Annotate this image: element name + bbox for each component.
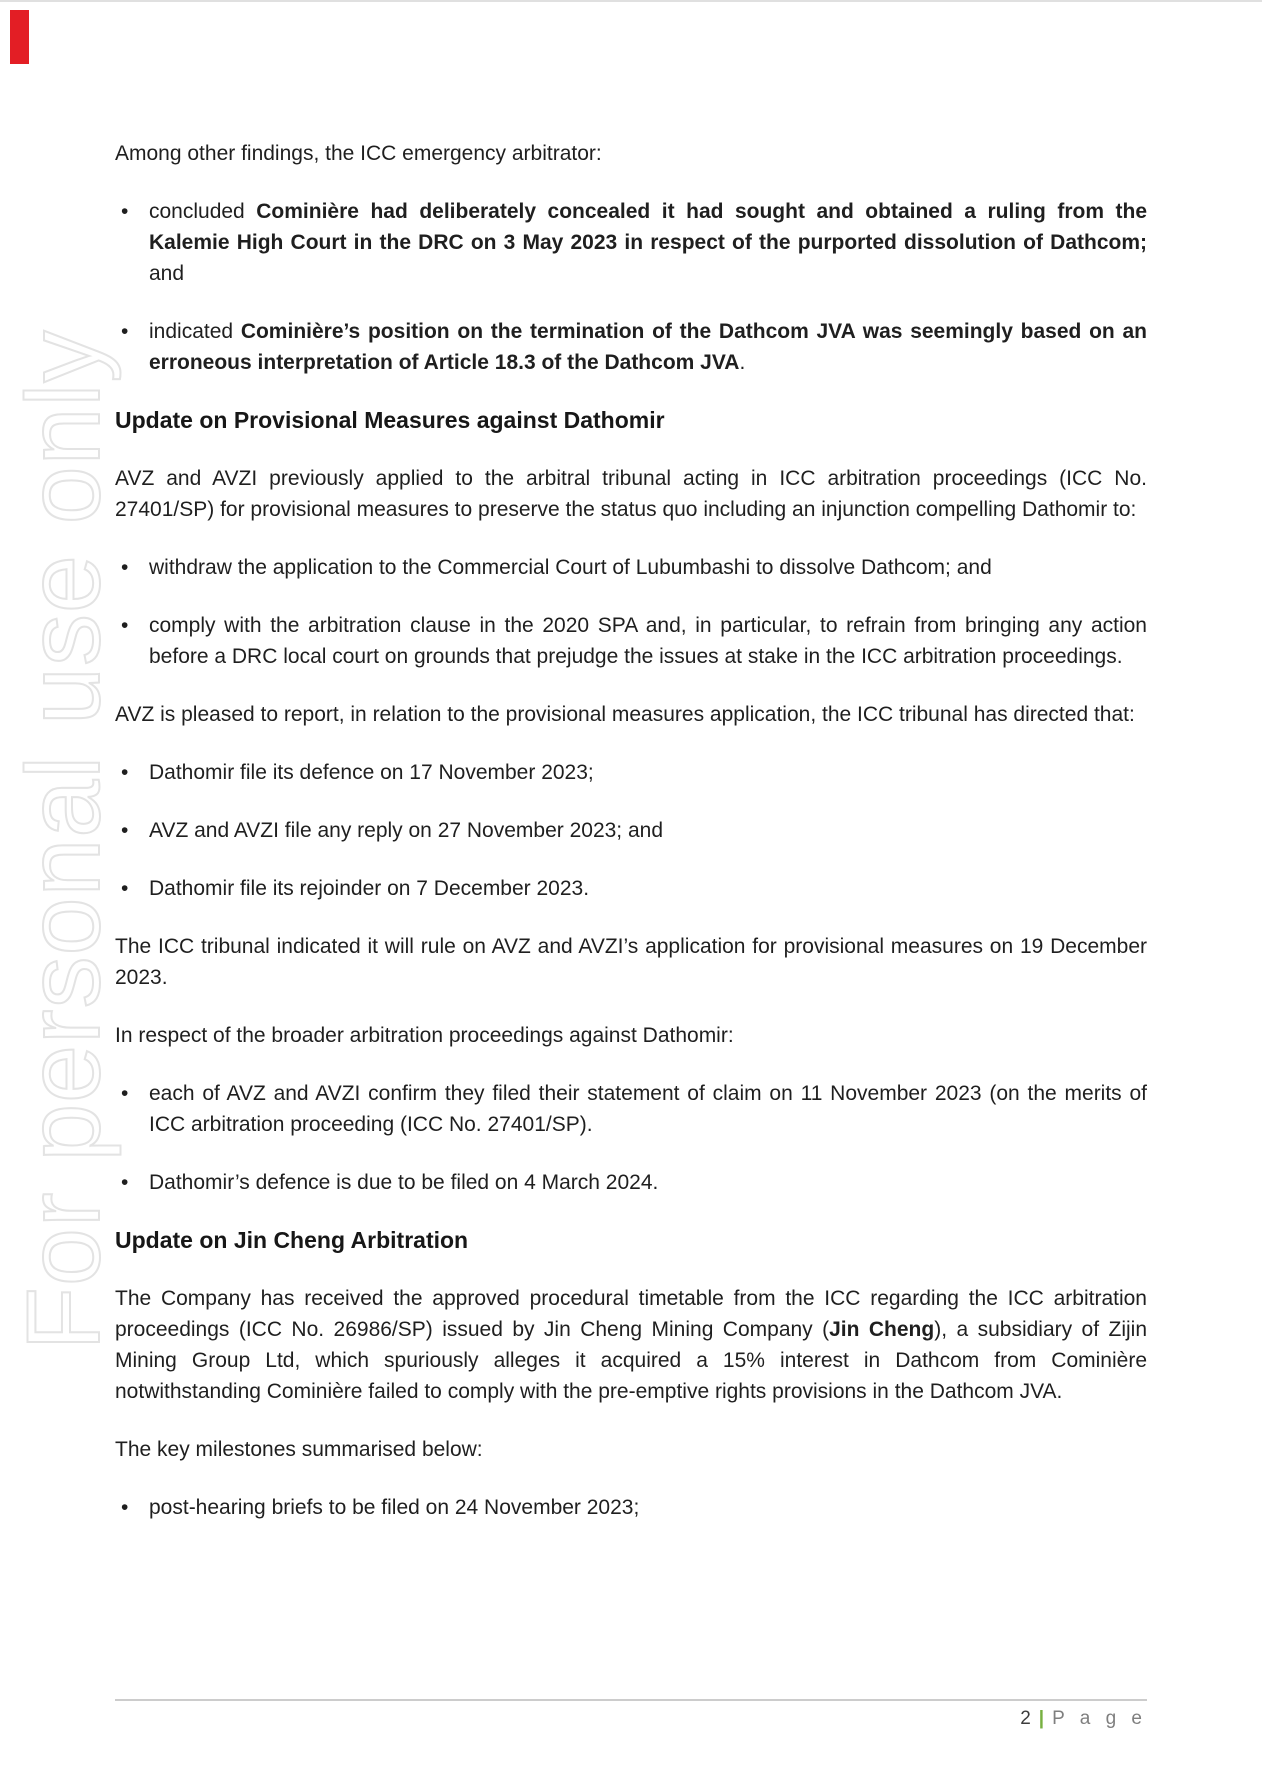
text-run: AVZ and AVZI previously applied to the arbitral tribunal acting in ICC arbitration proceedings (ICC No. 27401/SP) for provisional measures to preserve the status quo including an injunction compelling Dathomir to:: [115, 467, 1147, 521]
text-run: AVZ is pleased to report, in relation to the provisional measures application, the ICC tribunal has directed that:: [115, 703, 1135, 726]
bullet-text: [149, 552, 1147, 583]
bullet-text: [149, 316, 1147, 378]
bullet-item: [115, 1492, 1147, 1523]
bullet-text: [149, 757, 1147, 788]
bullet-icon: •: [121, 877, 129, 900]
text-run: Update on Provisional Measures against Dathomir: [115, 407, 665, 433]
corner-mark: [10, 10, 29, 64]
text-run: concluded: [149, 200, 257, 223]
footer-divider: [115, 1699, 1147, 1701]
bullet-icon: •: [121, 614, 129, 637]
text-run: .: [739, 351, 746, 374]
bullet-icon: •: [121, 556, 129, 579]
text-run: withdraw the application to the Commercial Court of Lubumbashi to dissolve Dathcom; and: [149, 556, 992, 579]
paragraph: [115, 1020, 1147, 1051]
bullet-item: [115, 552, 1147, 583]
watermark-text: For personal use only: [6, 329, 122, 1351]
section-heading: [115, 1225, 1147, 1256]
bullet-text: [149, 815, 1147, 846]
bullet-item: [115, 316, 1147, 378]
bullet-icon: •: [121, 320, 129, 343]
bullet-item: [115, 757, 1147, 788]
text-run: The Company has received the approved procedural timetable from the ICC regarding the ICC arbitration proceedings (ICC No. 26986/SP) issued by Jin Cheng Mining Company (: [115, 1287, 1147, 1341]
section-heading: [115, 405, 1147, 436]
bullet-text: [149, 1167, 1147, 1198]
paragraph: [115, 463, 1147, 525]
bullet-text: [149, 1492, 1147, 1523]
text-run: Dathomir file its rejoinder on 7 December 2023.: [149, 877, 590, 900]
bold-text-run: Cominière had deliberately concealed it had sought and obtained a ruling from the Kalemie High Court in the DRC on 3 May 2023 in respect of the purported dissolution of Dathcom;: [149, 200, 1148, 254]
text-run: The key milestones summarised below:: [115, 1438, 483, 1461]
bullet-text: [149, 610, 1147, 672]
bold-text-run: Jin Cheng: [829, 1318, 935, 1341]
text-run: Update on Jin Cheng Arbitration: [115, 1227, 469, 1253]
page-number: 2: [1020, 1708, 1031, 1729]
bullet-item: [115, 196, 1147, 289]
document-body: [115, 138, 1147, 1550]
text-run: indicated: [149, 320, 241, 343]
paragraph: [115, 1283, 1147, 1407]
bullet-item: [115, 873, 1147, 904]
bullet-icon: •: [121, 761, 129, 784]
paragraph: [115, 931, 1147, 993]
bullet-icon: •: [121, 1082, 129, 1105]
bullet-icon: •: [121, 200, 129, 223]
bullet-icon: •: [121, 819, 129, 842]
bullet-item: [115, 1167, 1147, 1198]
bullet-item: [115, 815, 1147, 846]
text-run: ), a subsidiary of Zijin Mining Group Ltd, which spuriously alleges it acquired a 15% interest in Dathcom from Cominière notwithstanding Cominière failed to comply with the pre-emptive rights provisions in the Dathcom JVA.: [115, 1318, 1147, 1403]
text-run: comply with the arbitration clause in the 2020 SPA and, in particular, to refrain from bringing any action before a DRC local court on grounds that prejudge the issues at stake in the ICC arbitration proceedings.: [149, 614, 1147, 668]
bullet-item: [115, 610, 1147, 672]
bullet-text: [149, 873, 1147, 904]
text-run: each of AVZ and AVZI confirm they filed their statement of claim on 11 November 2023 (on the merits of ICC arbitration proceeding (ICC No. 27401/SP).: [149, 1082, 1147, 1136]
paragraph: [115, 1434, 1147, 1465]
text-run: post-hearing briefs to be filed on 24 November 2023;: [149, 1496, 640, 1519]
text-run: Among other findings, the ICC emergency arbitrator:: [115, 142, 602, 165]
text-run: Dathomir file its defence on 17 November 2023;: [149, 761, 594, 784]
footer-separator: |: [1038, 1708, 1045, 1729]
bullet-text: [149, 196, 1147, 289]
text-run: The ICC tribunal indicated it will rule on AVZ and AVZI’s application for provisional measures on 19 December 2023.: [115, 935, 1147, 989]
text-run: and: [149, 262, 185, 285]
bullet-icon: •: [121, 1496, 129, 1519]
paragraph: [115, 699, 1147, 730]
text-run: In respect of the broader arbitration proceedings against Dathomir:: [115, 1024, 734, 1047]
bullet-item: [115, 1078, 1147, 1140]
bullet-text: [149, 1078, 1147, 1140]
bullet-icon: •: [121, 1171, 129, 1194]
paragraph: [115, 138, 1147, 169]
text-run: AVZ and AVZI file any reply on 27 November 2023; and: [149, 819, 664, 842]
bold-text-run: Cominière’s position on the termination of the Dathcom JVA was seemingly based on an erroneous interpretation of Article 18.3 of the Dathcom JVA: [149, 320, 1147, 374]
page-footer: [1020, 1708, 1147, 1730]
text-run: Dathomir’s defence is due to be filed on 4 March 2024.: [149, 1171, 659, 1194]
footer-page-word: P a g e: [1052, 1708, 1147, 1729]
